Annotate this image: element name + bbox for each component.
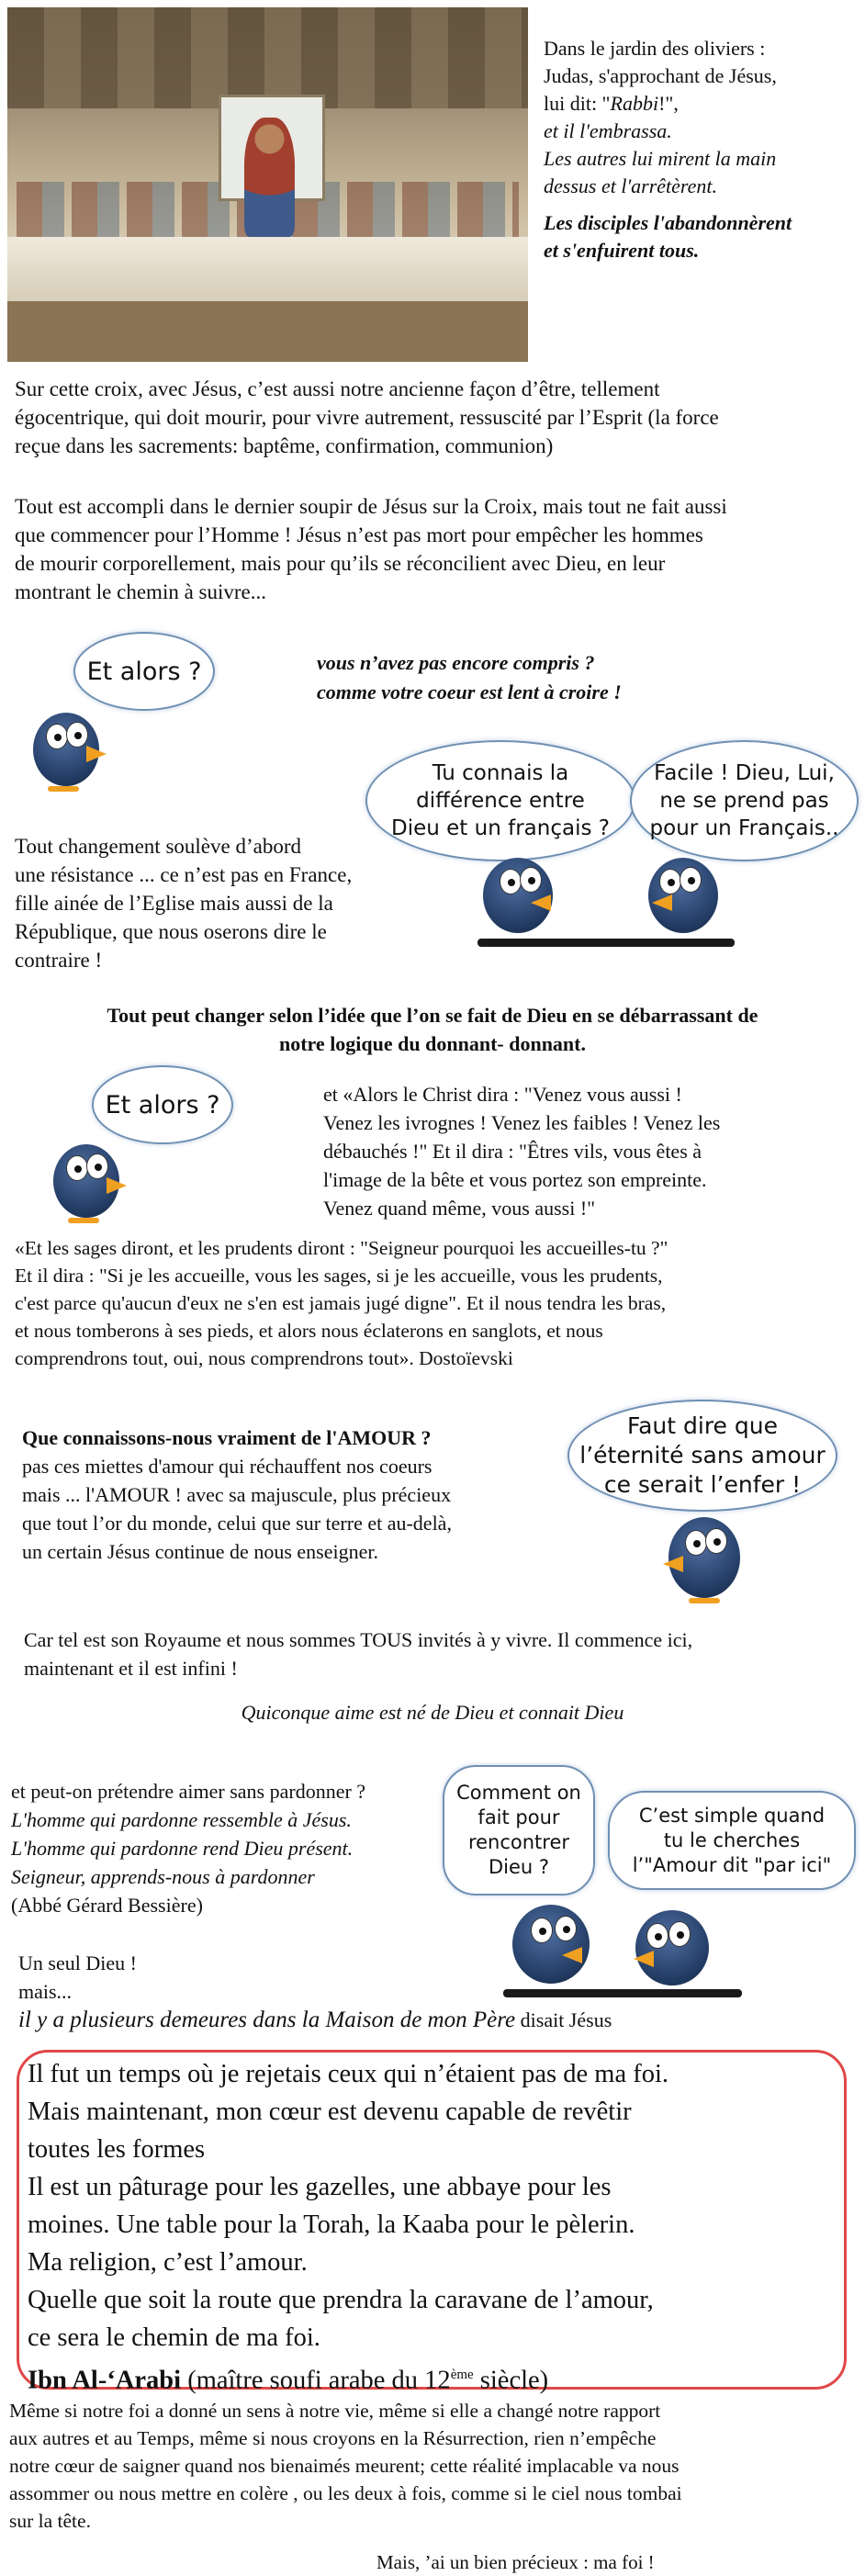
dostoievski-quote: «Et les sages diront, et les prudents diront : "Seigneur pourquoi les accueilles-tu ?" Et il dira : "Si je les accueille, vous les sages, si je les accueille, vous les prudents, c'est parce qu'aucun d'eux ne s'en est jamais jugé digne". Et il nous tendra les bras, et nous tomberons à ses pieds, et alors nous éclaterons en sanglots, et nous comprendrons tout, oui, nous comprendrons tout». Dostoïevski [15, 1237, 668, 1369]
question-text: vous n’avez pas encore compris ? comme votre coeur est lent à croire ! [317, 651, 622, 703]
pardon-section: et peut-on prétendre aimer sans pardonner ? L'homme qui pardonne ressemble à Jésus. L'homme qui pardonne rend Dieu présent. Seigneur, apprends-nous à pardonner (Abbé Gérard Bessière) [11, 1780, 366, 1917]
quiconque-text: Quiconque aime est né de Dieu et connait Dieu [241, 1701, 624, 1724]
amour-section: Que connaissons-nous vraiment de l'AMOUR ? pas ces miettes d'amour qui réchauffent nos coeurs mais ... l'AMOUR ! avec sa majuscule, plus précieux que tout l’or du monde, celui que sur terre et au-delà, un certain Jésus continue de nous enseigner. [22, 1426, 452, 1563]
bold-statement: Tout peut changer selon l’idée que l’on se fait de Dieu en se débarrassant de notre logique du donnant- donnant. [107, 1004, 758, 1055]
speech-bubble-comment: Comment on fait pour rencontrer Dieu ? [443, 1765, 595, 1895]
branch [477, 939, 735, 947]
final-paragraph: Même si notre foi a donné un sens à notre vie, même si elle a changé notre rapport aux autres et au Temps, même si nous croyons en la Résurrection, rien n’empêche notre cœur de saigner quand nos bienaimés meurent; cette réalité implacable va nous assommer ou nous mettre en colère , ou les deux à fois, comme si le ciel nous tombai sur la tête. [9, 2400, 682, 2532]
paragraph-accompli: Tout est accompli dans le dernier soupir de Jésus sur la Croix, mais tout ne fait aussi que commencer pour l’Homme ! Jésus n’est pas mort pour empêcher les hommes de mourir corporellement, mais pour qu’ils se réconcilient avec Dieu, en leur montrant le chemin à suivre... [15, 495, 727, 603]
speech-bubble-et-alors: Et alors ? [73, 632, 215, 711]
bird-icon [643, 852, 725, 940]
speech-bubble-et-alors-2: Et alors ? [92, 1065, 233, 1144]
seul-dieu-text: Un seul Dieu ! mais... il y a plusieurs demeures dans la Maison de mon Père disait Jésus [18, 1952, 612, 2032]
royaume-text: Car tel est son Royaume et nous sommes TOUS invités à y vivre. Il commence ici, maintenant et il est infini ! [24, 1628, 693, 1680]
ibn-arabi-quote: Il fut un temps où je rejetais ceux qui n’étaient pas de ma foi. Mais maintenant, mon cœur est devenu capable de revêtir toutes les formes Il est un pâturage pour les gazelles, une abbaye pour les moines. Une table pour la Torah, la Kaaba pour le pèlerin. Ma religion, c’est l’amour. Quelle que soit la route que prendra la caravane de l’amour, ce sera le chemin de ma foi. Ibn Al-‘Arabi (maître soufi arabe du 12ème siècle) [28, 2060, 669, 2395]
intro-text: Dans le jardin des oliviers : Judas, s'approchant de Jésus, lui dit: "Rabbi!", et il l'embrassa. Les autres lui mirent la main dessus et l'arrêtèrent. Les disciples l'abandonnèrent et s'enfuirent tous. [544, 37, 792, 262]
bird-icon [661, 1506, 749, 1607]
christ-quote: et «Alors le Christ dira : "Venez vous aussi ! Venez les ivrognes ! Venez les faibles ! Venez les débauchés !" Et il dira : "Êtres vils, vous êtes à l'image de la bête et vous portez son empreinte. Venez quand même, vous aussi !" [323, 1083, 721, 1220]
speech-bubble-eternite: Faut dire que l’éternité sans amour ce serait l’enfer ! [567, 1400, 837, 1512]
speech-bubble-facile: Facile ! Dieu, Lui, ne se prend pas pour un Français.. [630, 740, 859, 861]
paragraph-croix: Sur cette croix, avec Jésus, c’est aussi notre ancienne façon d’être, tellement égocentrique, qui doit mourir, pour vivre autrement, ressuscité par l’Esprit (la force reçue dans les sacrements: baptême, confirmation, communion) [15, 377, 719, 457]
bird-icon [26, 705, 108, 797]
last-supper-painting [7, 7, 528, 362]
speech-bubble-difference: Tu connais la différence entre Dieu et un français ? [365, 740, 635, 861]
speech-bubble-simple: C’est simple quand tu le cherches l’"Amour dit "par ici" [608, 1791, 856, 1890]
bird-icon [477, 852, 560, 940]
paragraph-changement: Tout changement soulève d’abord une résistance ... ce n’est pas en France, fille ainée de l’Eglise mais aussi de la République, que nous oserons dire le contraire ! [15, 835, 353, 972]
bird-icon [46, 1137, 129, 1229]
cut-off-line: Mais, ’ai un bien précieux : ma foi ! [376, 2551, 655, 2573]
